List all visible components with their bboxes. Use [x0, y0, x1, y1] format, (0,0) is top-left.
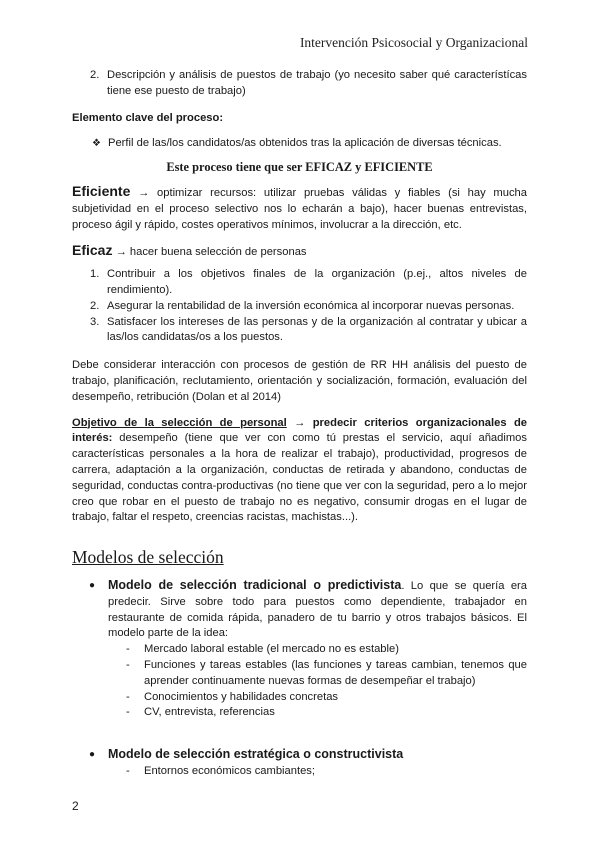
- list-item-text: Contribuir a los objetivos finales de la organización (p.ej., altos niveles de rendimiento).: [107, 268, 527, 296]
- dash-icon: -: [126, 764, 130, 777]
- page-number: 2: [72, 799, 79, 813]
- effective-text: → hacer buena selección de personas: [112, 246, 307, 259]
- list-item: [72, 68, 527, 100]
- list-item-text: Asegurar la rentabilidad de la inversión económica al incorporar nuevas personas.: [107, 299, 515, 312]
- models-heading: Modelos de selección: [72, 547, 224, 568]
- efficient-paragraph: [72, 184, 527, 233]
- efficient-text: → optimizar recursos: utilizar pruebas válidas y fiables (si hay mucha subjetividad en el proceso selectivo nos lo echarán a bajo), hacer buenas entrevistas, proceso ágil y rápido, costes operativos mínimos, involucrar a la dirección, etc.: [72, 186, 527, 231]
- bullet-icon: ●: [89, 579, 96, 591]
- effective-term: Eficaz: [72, 242, 113, 259]
- efficient-term: Eficiente: [72, 182, 131, 199]
- key-element-heading: Elemento clave del proceso:: [72, 111, 224, 124]
- list-number: 1.: [90, 268, 100, 281]
- diamond-bullet-icon: ❖: [92, 138, 101, 150]
- list-item-text: CV, entrevista, referencias: [144, 706, 275, 719]
- traditional-model-item: [72, 578, 527, 642]
- traditional-model-title: Modelo de selección tradicional o predictivista: [108, 577, 402, 592]
- dash-icon: -: [126, 706, 130, 719]
- list-item: [72, 642, 527, 658]
- list-item-text: Funciones y tareas estables (las funciones y tareas cambian, tenemos que aprender continuamente nuevas formas de desempeñar el trabajo): [144, 658, 527, 687]
- list-number: 3.: [90, 315, 100, 328]
- list-item-text: Satisfacer los intereses de las personas y de la organización al contratar y ubicar a las/los candidatas/os a los puestos.: [107, 315, 527, 344]
- list-item: [72, 315, 527, 347]
- list-number: 2.: [90, 69, 100, 81]
- list-item: [72, 658, 527, 690]
- objective-paragraph: [72, 416, 527, 527]
- key-element-text: Perfil de las/los candidatos/as obtenidos tras la aplicación de diversas técnicas.: [108, 137, 502, 150]
- dash-icon: -: [126, 643, 130, 656]
- list-item: [72, 267, 527, 299]
- list-item: [72, 764, 527, 780]
- effective-paragraph: [72, 243, 527, 261]
- traditional-model-list: [72, 642, 527, 721]
- list-item-text: Mercado laboral estable (el mercado no es estable): [144, 643, 399, 656]
- strategic-model-item: [72, 747, 527, 764]
- page-content: [72, 68, 527, 780]
- list-item-text: Conocimientos y habilidades concretas: [144, 690, 339, 703]
- running-header: Intervención Psicosocial y Organizacional: [299, 35, 528, 50]
- traditional-model-text: . Lo que se quería era predecir. Sirve sobre todo para puestos como dependiente, trabajador en restaurante de comida rápida, panadero de tu barrio y otros trabajos básicos. El modelo parte de la idea:: [108, 579, 527, 640]
- objective-arrow: →: [286, 416, 313, 429]
- key-element-bullet: [72, 136, 527, 152]
- objective-label: Objetivo de la selección de personal: [72, 416, 287, 429]
- strategic-model-title: Modelo de selección estratégica o constructivista: [108, 747, 404, 762]
- bullet-icon: ●: [89, 749, 96, 761]
- list-number: 2.: [90, 299, 100, 312]
- process-title: Este proceso tiene que ser EFICAZ y EFICIENTE: [166, 160, 433, 175]
- strategic-model-list: [72, 764, 527, 780]
- list-item-text: Entornos económicos cambiantes;: [144, 764, 316, 777]
- dash-icon: -: [126, 658, 130, 671]
- list-item-text: Descripción y análisis de puestos de trabajo (yo necesito saber qué característícas tiene ese puesto de trabajo): [107, 69, 527, 97]
- list-item: [72, 299, 527, 315]
- objective-highlight: predecir criterios organizacionales de interés:: [72, 416, 527, 445]
- list-item: [72, 705, 527, 721]
- list-item: [72, 690, 527, 706]
- interaction-paragraph: Debe considerar interacción con procesos de gestión de RR HH análisis del puesto de trabajo, planificación, reclutamiento, orientación y socialización, formación, evaluación del desempeño, retribución (Dolan et al 2014): [72, 359, 527, 403]
- dash-icon: -: [126, 690, 130, 703]
- objective-text: desempeño (tiene que ver con como tú prestas el servicio, aquí añadimos características personales a la hora de realizar el trabajo), productividad, progresos de carrera, adaptación a la organización, conductas de retirada y abandono, conductas de seguridad, conductas contra-productivas (no tiene que ver con la seguridad, pero a lo mejor creo que robar en el puesto de trabajo no es negativo, consumir drogas en el lugar de trabajo, faltar el respeto, creencias racistas, machistas...).: [72, 432, 527, 524]
- intro-numbered-list: [72, 68, 527, 100]
- effective-numbered-list: [72, 267, 527, 346]
